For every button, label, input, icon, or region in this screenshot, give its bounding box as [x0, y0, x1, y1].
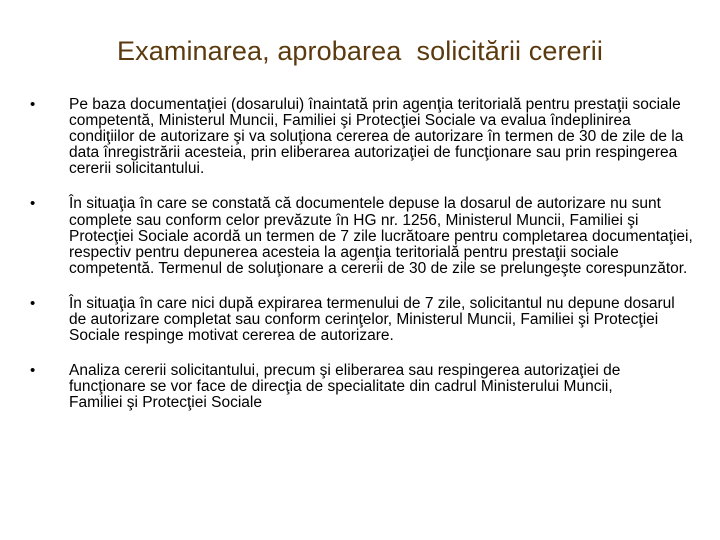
bullet-icon: •	[30, 195, 36, 213]
bullet-item	[30, 196, 710, 276]
bullet-item	[30, 296, 710, 344]
bullet-text: În situaţia în care se constată că documentele depuse la dosarul de autorizare nu sunt complete sau conform celor prevăzute în HG nr. 1256, Ministerul Muncii, Familiei şi Protecţiei Sociale acordă un termen de 7 zile lucrătoare pentru completarea documentaţiei, respectiv pentru depunerea acesteia la agenţia teritorială pentru prestaţii sociale competentă. Termenul de soluţionare a cererii de 30 de zile se prelungeşte corespunzător.	[69, 195, 693, 277]
bullet-text: Analiza cererii solicitantului, precum şi eliberarea sau respingerea autorizaţiei de funcţionare se vor face de direcţia de specialitate din cadrul Ministerului Muncii, Familiei şi Protecţiei Sociale	[69, 362, 621, 412]
bullet-item	[30, 97, 710, 177]
bullet-list	[30, 97, 710, 431]
bullet-text: În situaţia în care nici după expirarea termenului de 7 zile, solicitantul nu depune dosarul de autorizare completat sau conform cerinţelor, Ministerul Muncii, Familiei şi Protecţiei Sociale respinge motivat cererea de autorizare.	[69, 294, 675, 345]
bullet-text: Pe baza documentaţiei (dosarului) înaintată prin agenţia teritorială pentru prestaţii sociale competentă, Ministerul Muncii, Familiei şi Protecţiei Sociale va evalua îndeplinirea condiţiilor de autorizare şi va soluţiona cererea de autorizare în termen de 30 de zile de la data înregistrării acesteia, prin eliberarea autorizaţiei de funcţionare sau prin respingerea cererii solicitantului.	[69, 96, 684, 178]
bullet-item	[30, 363, 710, 411]
bullet-icon: •	[30, 96, 36, 113]
bullet-icon: •	[30, 294, 36, 312]
bullet-icon: •	[30, 362, 36, 380]
slide-title: Examinarea, aprobarea solicitării cererii	[117, 36, 603, 66]
